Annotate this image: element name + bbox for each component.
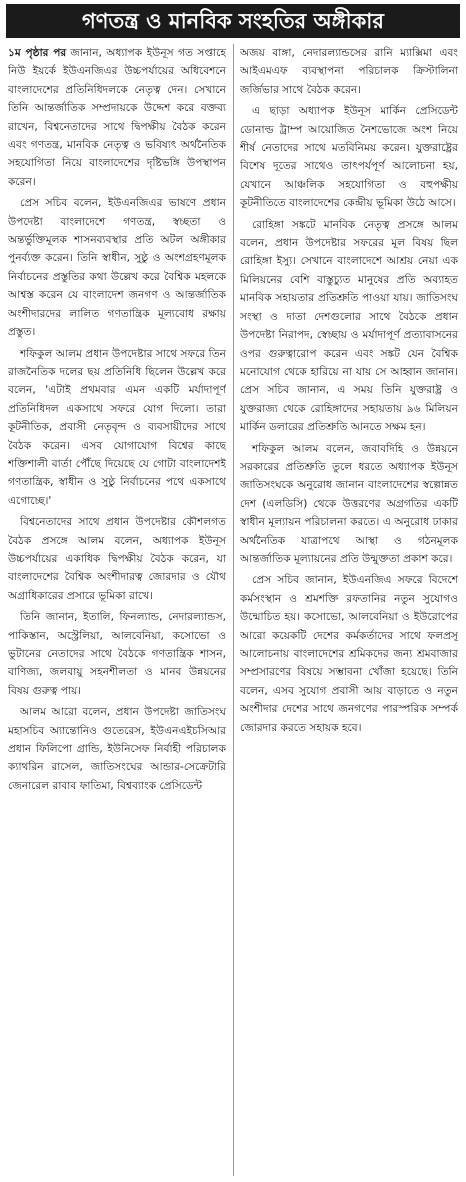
paragraph: শফিকুল আলম প্রধান উপদেষ্টার সাথে সফরে তিন রাজনৈতিক দলের ছয় প্রতিনিধি ছিলেন উল্লেখ করে বলেন, 'এটাই প্রথমবার এমন একটি মর্যাদাপূর্ণ প্রতিনিধিদল একসাথে সফরে যোগ দিলো। তারা কূটনীতিক, প্রবাসী নেতৃবৃন্দ ও ব্যবসায়ীদের সাথে বৈঠক করেন। এসব যোগাযোগ বিশ্বের কাছে শক্তিশালী বার্তা পৌঁছে দিয়েছে যে গোটা বাংলাদেশই গণতান্ত্রিক, স্বাধীন ও সুষ্ঠু নির্বাচনের পথে একসাথে এগোচ্ছে।' (8, 347, 226, 507)
article-column-right (240, 44, 458, 1176)
paragraph: প্রেস সচিব বলেন, ইউএনজিএর ভাষণে প্রধান উপদেষ্টা বাংলাদেশে গণতন্ত্র, স্বচ্ছতা ও অন্তর্ভুক্তিমূলক শাসনব্যবস্থার প্রতি অটল অঙ্গীকার পুনর্ব্যক্ত করেন। তিনি স্বাধীন, সুষ্ঠু ও অংশগ্রহণমূলক নির্বাচনের প্রস্তুতির কথা উল্লেখ করে বৈশ্বিক মহলকে আশ্বস্ত করেন যে বাংলাদেশ জনগণ ও আন্তর্জাতিক অংশীদারদের লালিত গণতান্ত্রিক মূল্যবোধ রক্ষায় প্রস্তুত। (8, 197, 226, 339)
paragraph: তিনি জানান, ইতালি, ফিনল্যান্ড, নেদারল্যান্ডস, পাকিস্তান, অস্ট্রেলিয়া, আলবেনিয়া, কসোভো ও ভুটানের নেতাদের সাথে বৈঠকে গণতান্ত্রিক শাসন, বাণিজ্য, জলবায়ু সহনশীলতা ও মানব উন্নয়নের বিষয় গুরুত্ব পায়। (8, 611, 226, 697)
continued-from-label: ১ম পৃষ্ঠার পর (8, 47, 67, 59)
paragraph (8, 44, 226, 191)
paragraph: রোহিঙ্গা সঙ্কটে মানবিক নেতৃত্ব প্রসঙ্গে আলম বলেন, প্রধান উপদেষ্টার সফরের মূল বিষয় ছিল রোহিঙ্গা ইস্যু। সেখানে বাংলাদেশে আশ্রয় নেয়া এক মিলিয়নের বেশি বাস্তুচ্যুত মানুষের প্রতি অব্যাহত মানবিক সহায়তার প্রতিশ্রুতি পাওয়া যায়। জাতিসংঘ সংস্থা ও দাতা দেশগুলোর সাথে বৈঠকে প্রধান উপদেষ্টা নিরাপদ, স্বেচ্ছায় ও মর্যাদাপূর্ণ প্রত্যাবাসনের ওপর গুরুত্বারোপ করেন এবং সঙ্কট যেন বৈশ্বিক মনোযোগ থেকে হারিয়ে না যায় সে আহ্বান জানান। প্রেস সচিব জানান, এ সময় তিনি যুক্তরাষ্ট্র ও যুক্তরাজ্য থেকে রোহিঙ্গাদের সহায়তায় ৯৬ মিলিয়ন মার্কিন ডলারের প্রতিশ্রুতি আনতে সক্ষম হন। (240, 218, 458, 434)
headline: গণতন্ত্র ও মানবিক সংহতির অঙ্গীকার (6, 4, 460, 38)
paragraph: অজয় বাঙ্গা, নেদারল্যান্ডসের রানি ম্যাক্সিমা এবং আইএমএফ ব্যবস্থাপনা পরিচালক ক্রিস্টালিনা জর্জিভার সাথে বৈঠক করেন। (240, 47, 458, 96)
paragraph: বিশ্বনেতাদের সাথে প্রধান উপদেষ্টার কৌশলগত বৈঠক প্রসঙ্গে আলম বলেন, অধ্যাপক ইউনূস উচ্চপর্যায়ের একাধিক দ্বিপক্ষীয় বৈঠক করেন, যা বাংলাদেশের বৈশ্বিক অংশীদারত্ব জোরদার ও যৌথ অগ্রাধিকারের প্রসারে ভূমিকা রাখে। (8, 516, 226, 602)
column-divider (233, 44, 234, 1176)
paragraph: প্রেস সচিব জানান, ইউএনজিএ সফরে বিদেশে কর্মসংস্থান ও শ্রমশক্তি রফতানির নতুন সুযোগও উন্মোচিত হয়। কসোভো, আলবেনিয়া ও ইউরোপের আরো কয়েকটি দেশের কর্মকর্তাদের সাথে ফলপ্রসূ আলোচনায় বাংলাদেশের শ্রমিকদের জন্য শ্রমবাজার সম্প্রসারণের বিষয়ে সম্ভাবনা খোঁজা হয়েছে। তিনি বলেন, এসব সুযোগ প্রবাসী আয় বাড়াতে ও নতুন অংশীদার দেশের সাথে জনগণের পারস্পরিক সম্পর্ক জোরদার করতে সহায়ক হবে। (240, 574, 458, 734)
paragraph: শফিকুল আলম বলেন, জবাবদিহি ও উন্নয়নে সরকারের প্রতিশ্রুতি তুলে ধরতে অধ্যাপক ইউনূস জাতিসংঘকে অনুরোধ জানান বাংলাদেশের স্বল্পোন্নত দেশ (এলডিসি) থেকে উত্তরণের অগ্রগতির একটি স্বাধীন মূল্যায়ন পরিচালনা করতে। এ অনুরোধ ঢাকার অর্থনৈতিক যাত্রাপথে আস্থা ও গঠনমূলক আন্তর্জাতিক মূল্যায়নের প্রতি উন্মুক্ততা প্রকাশ করে। (240, 442, 458, 565)
paragraph: আলম আরো বলেন, প্রধান উপদেষ্টা জাতিসংঘ মহাসচিব অ্যান্তোনিও গুতেরেস, ইউএনএইচসিআর প্রধান ফিলিপো গ্রান্ডি, ইউনিসেফ নির্বাহী পরিচালক ক্যাথরিন রাসেল, জাতিসংঘের আন্ডার-সেক্রেটারি জেনারেল রাবাব ফাতিমা, বিশ্বব্যাংক প্রেসিডেন্ট (8, 706, 226, 792)
paragraph: এ ছাড়া অধ্যাপক ইউনূস মার্কিন প্রেসিডেন্ট ডোনাল্ড ট্রাম্প আয়োজিত নৈশভোজে অংশ নিয়ে শীর্ষ নেতাদের সাথে মতবিনিময় করেন। যুক্তরাষ্ট্রের বিশেষ দূতের সাথেও তাৎপর্যপূর্ণ আলোচনা হয়, যেখানে আঞ্চলিক সহযোগিতা ও বহুপক্ষীয় কূটনীতিতে বাংলাদেশের কেন্দ্রীয় ভূমিকা উঠে আসে। (240, 105, 458, 210)
article-column-left (8, 44, 226, 1176)
paragraph-text: জানান, অধ্যাপক ইউনূস গত সপ্তাহে নিউ ইয়র্কে ইউএনজিএর উচ্চপর্যায়ের অধিবেশনে বাংলাদেশের প্রতিনিধিদলকে নেতৃত্ব দেন। সেখানে তিনি আন্তর্জাতিক সম্প্রদায়কে উদ্দেশ করে বক্তব্য রাখেন, বিশ্বনেতাদের সাথে দ্বিপক্ষীয় বৈঠক করেন এবং গণতন্ত্র, মানবিক নেতৃত্ব ও ভবিষ্যৎ অর্থনৈতিক সহযোগিতা নিয়ে বাংলাদেশের দৃষ্টিভঙ্গি উপস্থাপন করেন। (8, 47, 226, 188)
